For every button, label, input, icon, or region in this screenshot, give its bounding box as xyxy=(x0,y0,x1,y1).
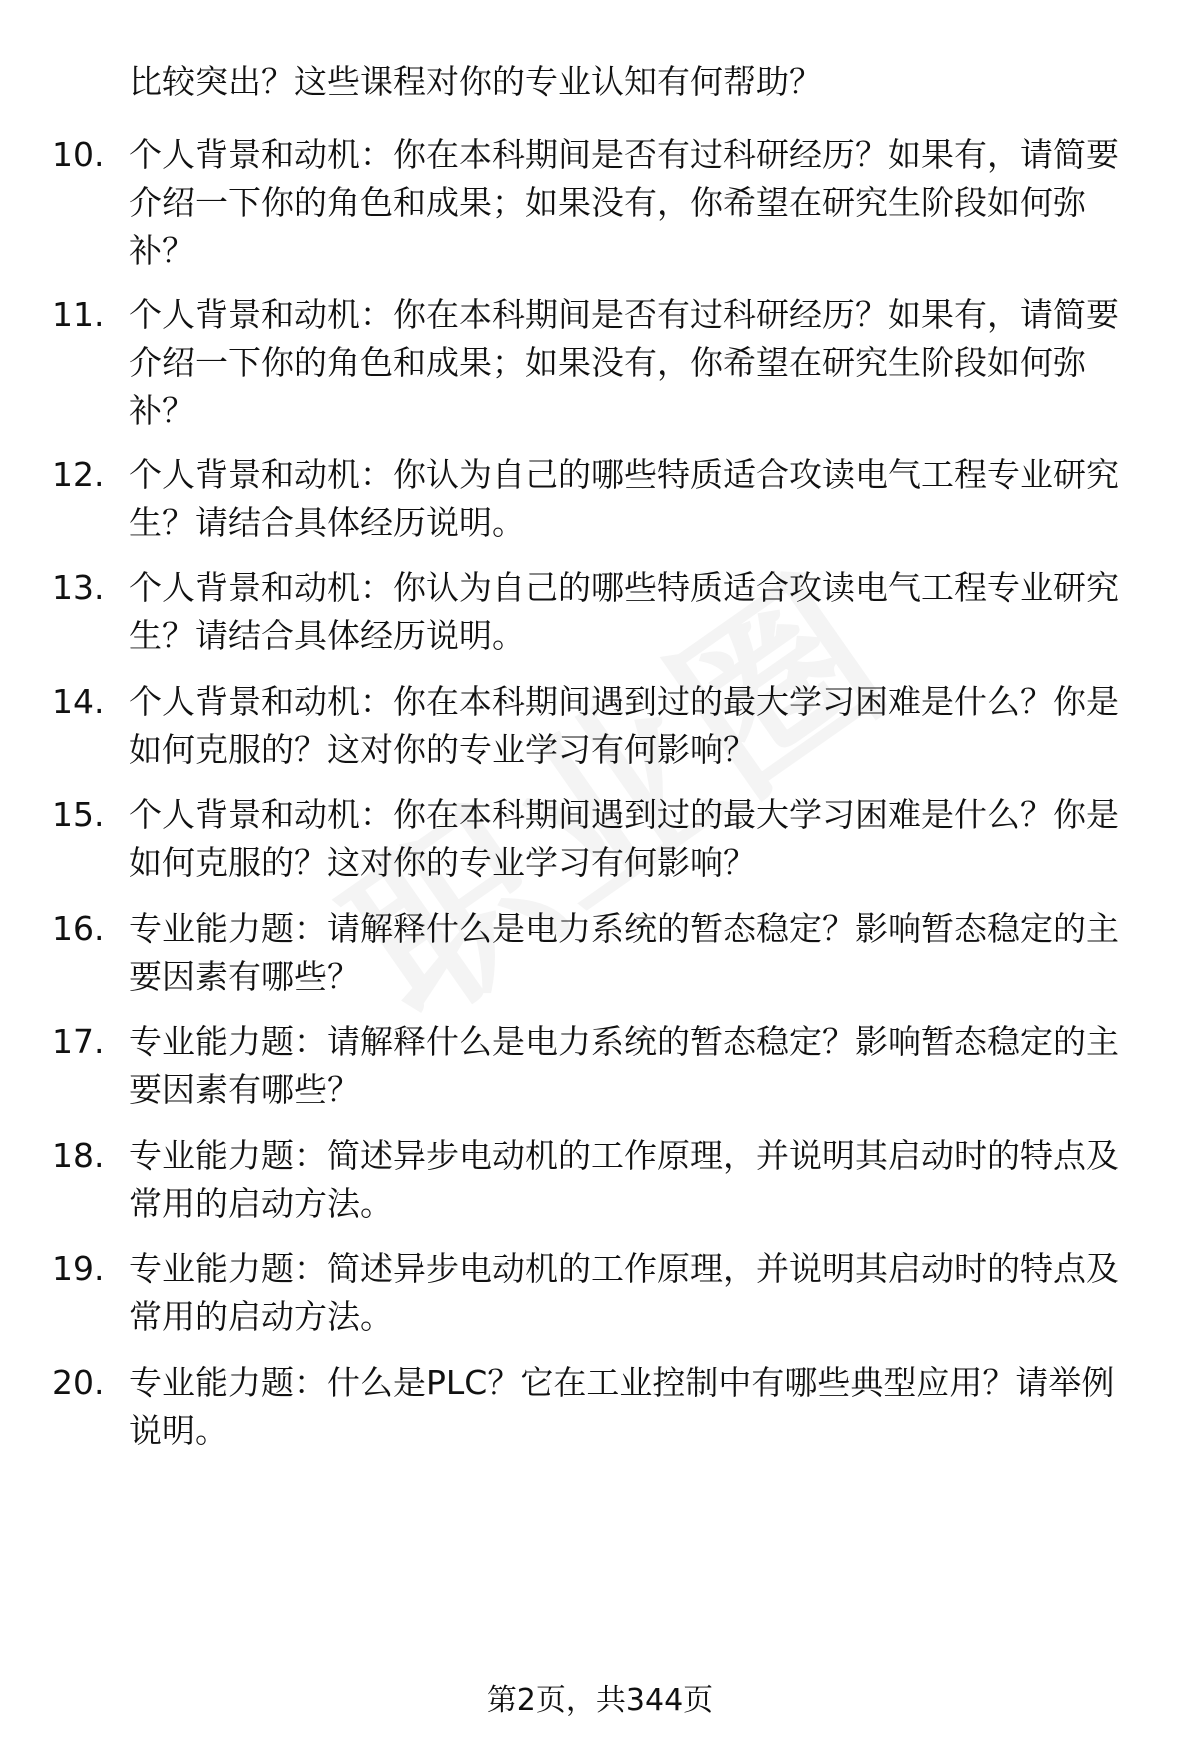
question-number: 19. xyxy=(52,1249,105,1288)
question-text: 专业能力题：请解释什么是电力系统的暂态稳定？影响暂态稳定的主要因素有哪些？ xyxy=(129,1022,1119,1109)
question-text: 个人背景和动机：你认为自己的哪些特质适合攻读电气工程专业研究生？请结合具体经历说明。 xyxy=(129,455,1119,542)
question-number: 13. xyxy=(52,568,105,607)
question-text: 专业能力题：什么是PLC？它在工业控制中有哪些典型应用？请举例说明。 xyxy=(129,1363,1115,1450)
page-footer: 第2页，共344页 xyxy=(486,1683,714,1718)
question-text: 专业能力题：请解释什么是电力系统的暂态稳定？影响暂态稳定的主要因素有哪些？ xyxy=(129,909,1119,996)
question-number: 18. xyxy=(52,1136,105,1175)
question-number: 15. xyxy=(52,795,105,834)
question-number: 11. xyxy=(52,295,105,334)
question-continuation-text: 比较突出？这些课程对你的专业认知有何帮助？ xyxy=(129,62,822,101)
question-number: 14. xyxy=(52,682,105,721)
question-text: 个人背景和动机：你在本科期间是否有过科研经历？如果有，请简要介绍一下你的角色和成果；如果没有，你希望在研究生阶段如何弥补？ xyxy=(129,135,1119,270)
question-number: 20. xyxy=(52,1363,105,1402)
question-text: 专业能力题：简述异步电动机的工作原理，并说明其启动时的特点及常用的启动方法。 xyxy=(129,1136,1119,1223)
question-number: 16. xyxy=(52,909,105,948)
question-text: 个人背景和动机：你认为自己的哪些特质适合攻读电气工程专业研究生？请结合具体经历说明。 xyxy=(129,568,1119,655)
question-text: 个人背景和动机：你在本科期间遇到过的最大学习困难是什么？你是如何克服的？这对你的专业学习有何影响？ xyxy=(129,795,1119,882)
question-number: 17. xyxy=(52,1022,105,1061)
question-number: 10. xyxy=(52,135,105,174)
question-text: 专业能力题：简述异步电动机的工作原理，并说明其启动时的特点及常用的启动方法。 xyxy=(129,1249,1119,1336)
question-text: 个人背景和动机：你在本科期间遇到过的最大学习困难是什么？你是如何克服的？这对你的专业学习有何影响？ xyxy=(129,682,1119,769)
question-number: 12. xyxy=(52,455,105,494)
question-text: 个人背景和动机：你在本科期间是否有过科研经历？如果有，请简要介绍一下你的角色和成果；如果没有，你希望在研究生阶段如何弥补？ xyxy=(129,295,1119,430)
